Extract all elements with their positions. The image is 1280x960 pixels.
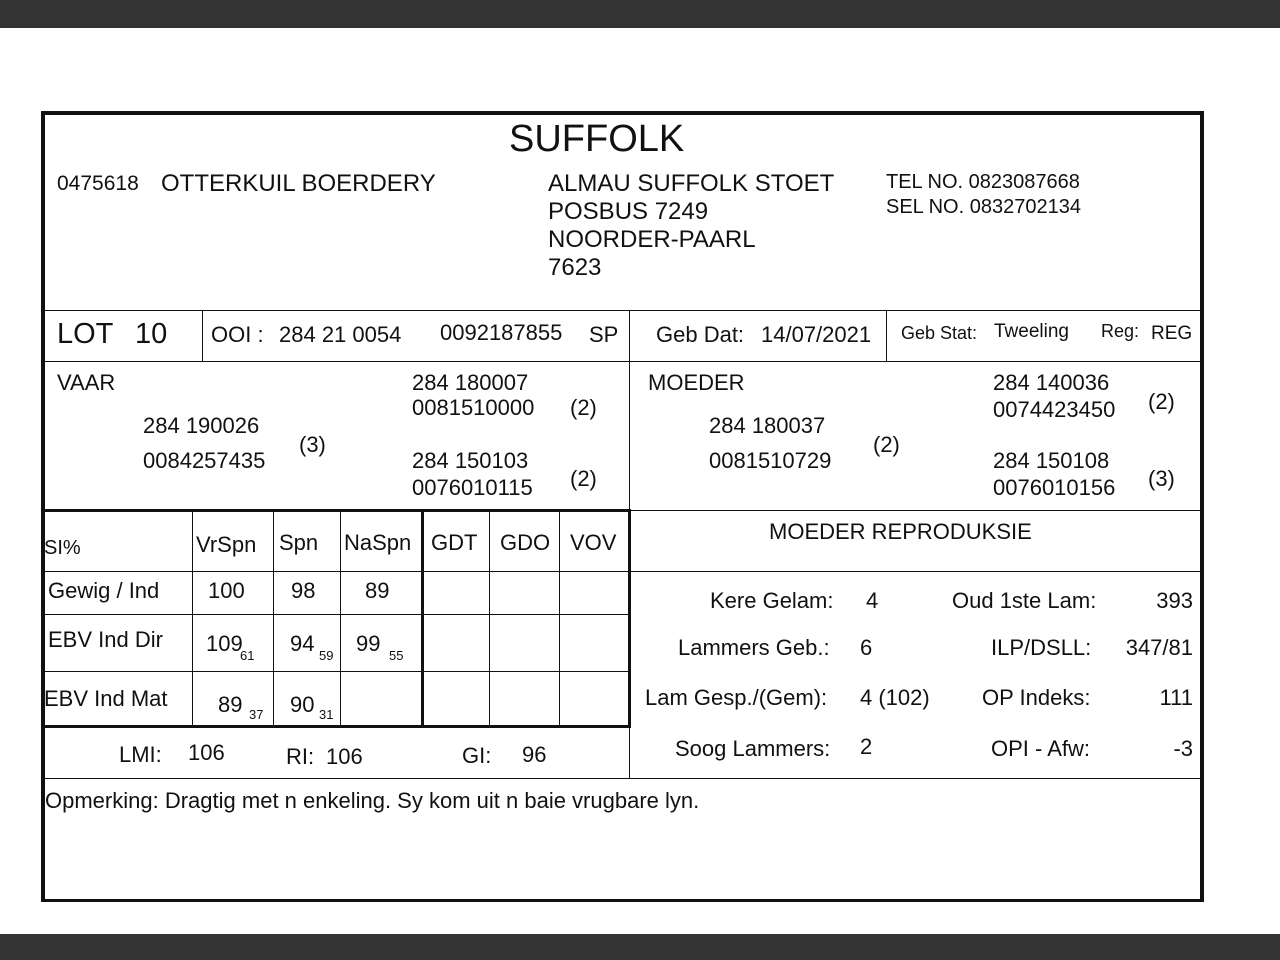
repro-title: MOEDER REPRODUKSIE xyxy=(769,519,1032,544)
remark xyxy=(45,788,699,814)
divider-lot-row xyxy=(43,361,1202,362)
cell-dir-vrspn-accuracy: 61 xyxy=(240,648,255,663)
cell-dir-spn: 94 xyxy=(290,631,315,656)
cell-mat-vrspn: 89 xyxy=(218,692,243,717)
ewe-reg-no: 0092187855 xyxy=(440,320,563,345)
bottom-frame-bar xyxy=(0,934,1280,960)
dam-sire-count: (2) xyxy=(1148,389,1175,414)
birth-status-value: Tweeling xyxy=(994,321,1069,342)
sire-dam-count: (2) xyxy=(570,466,597,491)
card-border-left xyxy=(41,111,45,902)
repro-right-value-1: 393 xyxy=(1156,588,1193,613)
seller-name: OTTERKUIL BOERDERY xyxy=(161,170,436,197)
dam-count: (2) xyxy=(873,432,900,457)
repro-border-top xyxy=(631,510,1202,511)
cell-mat-vrspn-accuracy: 37 xyxy=(249,707,264,722)
dam-id: 284 180037 xyxy=(709,413,826,438)
table-corner-label: SI% xyxy=(44,537,81,559)
header-naspn: NaSpn xyxy=(344,530,412,555)
ewe-label: OOI : xyxy=(211,322,264,347)
repro-left-label-1: Kere Gelam: xyxy=(710,588,834,613)
sire-dam-reg-no: 0076010115 xyxy=(412,475,533,500)
repro-title-divider xyxy=(631,571,1202,572)
row-label-ebv-mat: EBV Ind Mat xyxy=(44,686,168,711)
repro-right-label-2: ILP/DSLL: xyxy=(991,635,1092,660)
dam-dam-count: (3) xyxy=(1148,466,1175,491)
cell-dir-naspn-accuracy: 55 xyxy=(389,648,404,663)
lot-label: LOT xyxy=(57,318,114,350)
sire-id: 284 190026 xyxy=(143,413,260,438)
repro-left-value-2: 6 xyxy=(860,635,873,660)
repro-right-label-1: Oud 1ste Lam: xyxy=(952,588,1097,613)
card-border-top xyxy=(41,111,1204,115)
seller-code: 0475618 xyxy=(57,172,139,195)
sire-reg-no: 0084257435 xyxy=(143,448,266,473)
ewe-id: 284 21 0054 xyxy=(279,322,402,347)
repro-left-value-3: 4 (102) xyxy=(860,685,930,710)
tel-number: TEL NO. 0823087668 xyxy=(886,171,1080,193)
lmi-value: 106 xyxy=(188,740,225,765)
cell-number: SEL NO. 0832702134 xyxy=(886,196,1081,218)
breed-title: SUFFOLK xyxy=(509,118,685,160)
dam-sire-id: 284 140036 xyxy=(993,370,1110,395)
cell-weight-naspn: 89 xyxy=(365,578,390,603)
table-row-1 xyxy=(43,571,629,572)
row-label-ebv-dir: EBV Ind Dir xyxy=(48,627,163,652)
divider-lot-3 xyxy=(886,311,887,361)
sire-dam-id: 284 150103 xyxy=(412,448,529,473)
cell-weight-spn: 98 xyxy=(291,578,316,603)
repro-right-label-3: OP Indeks: xyxy=(982,685,1091,710)
row-label-weight: Gewig / Ind xyxy=(48,578,160,603)
table-col-2 xyxy=(273,512,274,726)
stud-postcode: 7623 xyxy=(548,254,602,281)
table-row-2 xyxy=(43,614,629,615)
remark-text: Dragtig met n enkeling. Sy kom uit n baie vrugbare lyn. xyxy=(164,788,700,813)
repro-right-value-3: 111 xyxy=(1159,685,1193,710)
ri-value: 106 xyxy=(326,744,363,769)
lot-number: 10 xyxy=(135,318,168,350)
table-col-4 xyxy=(489,512,490,726)
lmi-label: LMI: xyxy=(119,742,162,767)
sire-sire-reg-no: 0081510000 xyxy=(412,395,535,420)
stud-name: ALMAU SUFFOLK STOET xyxy=(548,170,835,197)
gi-label: GI: xyxy=(462,743,492,768)
cell-dir-vrspn: 109 xyxy=(206,631,243,656)
ri-label: RI: xyxy=(286,744,315,769)
dam-dam-reg-no: 0076010156 xyxy=(993,475,1116,500)
card-border-right xyxy=(1200,111,1204,902)
repro-right-value-2: 347/81 xyxy=(1125,635,1193,660)
header-gdo: GDO xyxy=(500,530,551,555)
birth-date-value: 14/07/2021 xyxy=(761,322,872,347)
sire-label: VAAR xyxy=(57,370,116,395)
table-col-1 xyxy=(192,512,193,726)
registration-label: Reg: xyxy=(1101,321,1140,341)
card-border-bottom xyxy=(41,899,1204,902)
dam-dam-id: 284 150108 xyxy=(993,448,1110,473)
sire-count: (3) xyxy=(299,432,326,457)
dam-sire-reg-no: 0074423450 xyxy=(993,397,1116,422)
divider-lot-2 xyxy=(629,311,630,361)
registration-value: REG xyxy=(1151,323,1193,344)
repro-left-label-4: Soog Lammers: xyxy=(675,736,831,761)
table-border-bottom xyxy=(43,725,631,728)
cell-dir-naspn: 99 xyxy=(356,631,381,656)
repro-left-value-4: 2 xyxy=(860,734,873,759)
dam-reg-no: 0081510729 xyxy=(709,448,832,473)
sire-sire-id: 284 180007 xyxy=(412,370,529,395)
table-group-divider xyxy=(421,511,424,727)
repro-left-label-2: Lammers Geb.: xyxy=(678,635,830,660)
table-row-3 xyxy=(43,671,629,672)
repro-left-label-3: Lam Gesp./(Gem): xyxy=(645,685,828,710)
repro-right-label-4: OPI - Afw: xyxy=(991,736,1091,761)
divider-header xyxy=(43,310,1202,311)
divider-remark xyxy=(43,778,1202,779)
gi-value: 96 xyxy=(522,742,547,767)
repro-right-value-4: -3 xyxy=(1173,736,1193,761)
birth-status-label: Geb Stat: xyxy=(901,323,978,343)
table-col-3 xyxy=(340,512,341,726)
table-border-right xyxy=(628,509,631,728)
table-col-5 xyxy=(559,512,560,726)
stud-town: NOORDER-PAARL xyxy=(548,226,756,253)
divider-lot-1 xyxy=(202,311,203,361)
stud-pobox: POSBUS 7249 xyxy=(548,198,709,225)
cell-mat-spn: 90 xyxy=(290,692,315,717)
dam-label: MOEDER xyxy=(648,370,745,395)
ewe-code: SP xyxy=(589,322,619,347)
cell-weight-vrspn: 100 xyxy=(208,578,245,603)
cell-mat-spn-accuracy: 31 xyxy=(319,707,334,722)
remark-label: Opmerking: xyxy=(45,788,159,813)
cell-dir-spn-accuracy: 59 xyxy=(319,648,334,663)
repro-left-value-1: 4 xyxy=(866,588,879,613)
header-vov: VOV xyxy=(570,530,617,555)
header-gdt: GDT xyxy=(431,530,478,555)
header-vrspn: VrSpn xyxy=(196,532,257,557)
table-border-top xyxy=(43,509,631,512)
top-frame-bar xyxy=(0,0,1280,28)
header-spn: Spn xyxy=(279,530,319,555)
birth-date-label: Geb Dat: xyxy=(656,322,745,347)
sire-sire-count: (2) xyxy=(570,395,597,420)
